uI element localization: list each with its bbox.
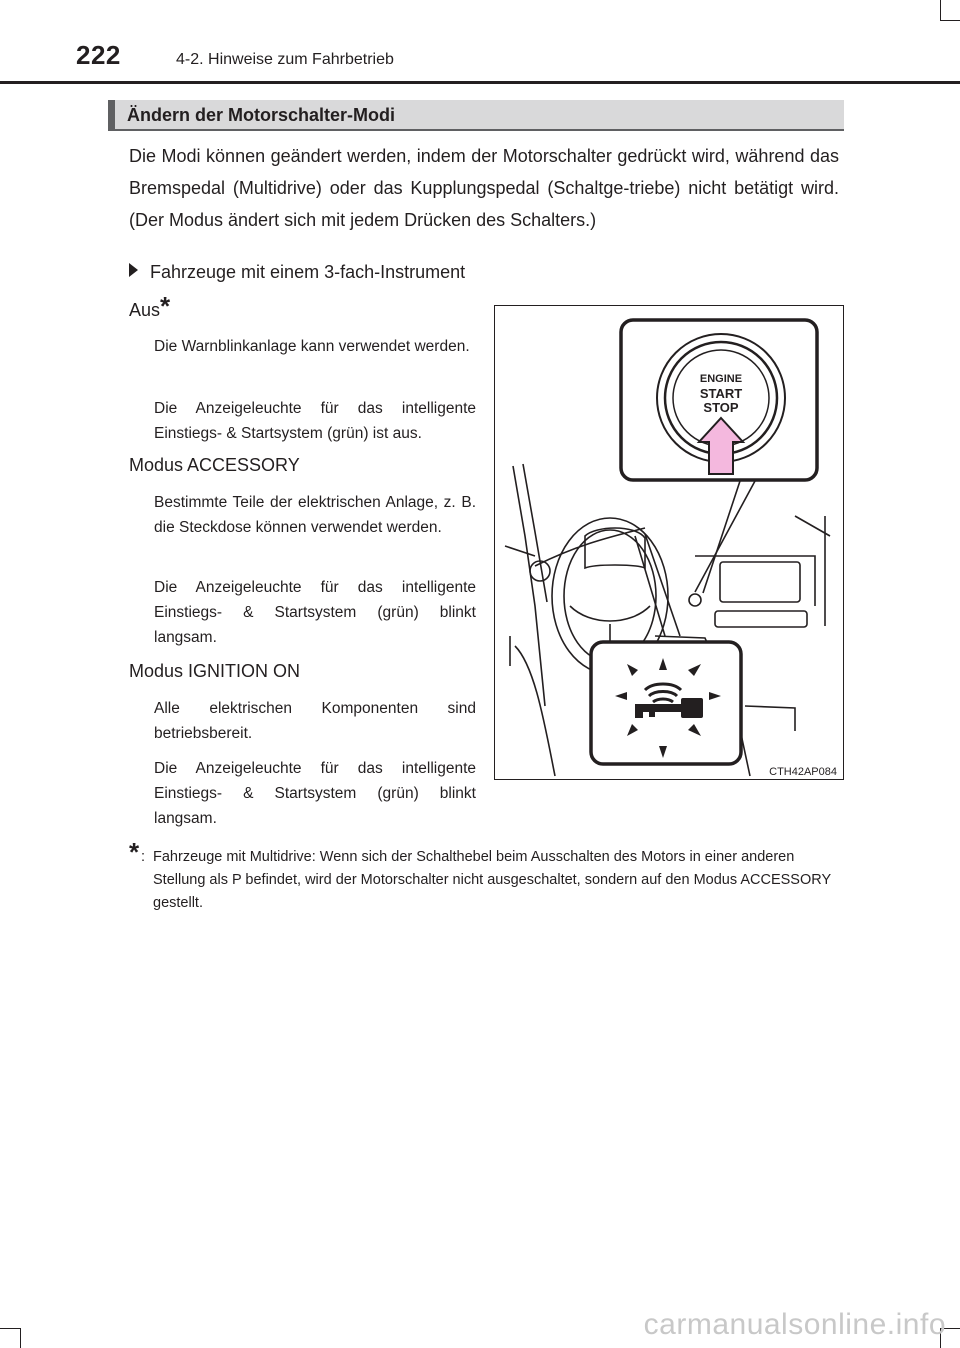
dashboard-drawing	[495, 306, 844, 780]
asterisk-marker: *	[160, 291, 171, 321]
mode-title-ignition-on: Modus IGNITION ON	[129, 661, 301, 681]
mode-text-accessory-1: Bestimmte Teile der elektrischen Anlage, z. B. die Steckdose können verwendet werden.	[154, 494, 476, 536]
footnote	[129, 837, 841, 915]
button-label-stop: STOP	[703, 400, 739, 415]
figure-code: CTH42AP084	[769, 766, 837, 778]
crop-mark	[940, 20, 960, 21]
mode-title-aus: Aus*	[129, 291, 171, 321]
page-number: 222	[76, 40, 121, 70]
footnote-colon: :	[141, 849, 146, 865]
chapter-title: 4-2. Hinweise zum Fahrbetrieb	[176, 51, 394, 68]
mode-text-accessory-2: Die Anzeigeleuchte für das intelligente Einstiegs- & Startsystem (grün) blinkt langsam.	[154, 579, 476, 646]
section-heading-text: Ändern der Motorschalter-Modi	[127, 105, 396, 125]
triangle-bullet-icon	[129, 263, 138, 277]
mode-text-ignition-2: Die Anzeigeleuchte für das intelligente Einstiegs- & Startsystem (grün) blinkt langsam.	[154, 760, 476, 827]
crop-mark	[20, 1328, 21, 1348]
intro-paragraph: Die Modi können geändert werden, indem der Motorschalter gedrückt wird, während das Bremspedal (Multidrive) oder das Kupplungspedal (Schaltge-triebe) nicht betätigt wird. (Der Modus ändert sich mit jedem Drücken des Schalters.)	[129, 146, 839, 230]
mode-text-ignition-1: Alle elektrischen Komponenten sind betriebsbereit.	[154, 700, 476, 742]
crop-mark	[940, 0, 941, 20]
subheading-text: Fahrzeuge mit einem 3-fach-Instrument	[150, 262, 466, 282]
button-label-start: START	[699, 386, 743, 401]
indicator-callout	[591, 642, 741, 764]
section-heading	[108, 100, 844, 131]
dashboard-illustration	[494, 305, 844, 780]
footnote-marker: *	[129, 837, 140, 867]
subheading	[129, 262, 465, 283]
header-rule	[0, 81, 960, 84]
watermark: carmanualsonline.info	[643, 1308, 946, 1341]
mode-text-aus-1: Die Warnblinkanlage kann verwendet werden.	[154, 338, 470, 355]
crop-mark	[0, 1328, 20, 1329]
button-label-engine: ENGINE	[699, 373, 743, 385]
mode-title-accessory: Modus ACCESSORY	[129, 455, 300, 475]
footnote-text: Fahrzeuge mit Multidrive: Wenn sich der Schalthebel beim Ausschalten des Motors in einer anderen Stellung als P befindet, wird der Motorschalter nicht ausgeschaltet, sondern auf den Modus ACCESSORY gestellt.	[153, 849, 831, 911]
mode-text-aus-2: Die Anzeigeleuchte für das intelligente Einstiegs- & Startsystem (grün) ist aus.	[154, 400, 476, 442]
